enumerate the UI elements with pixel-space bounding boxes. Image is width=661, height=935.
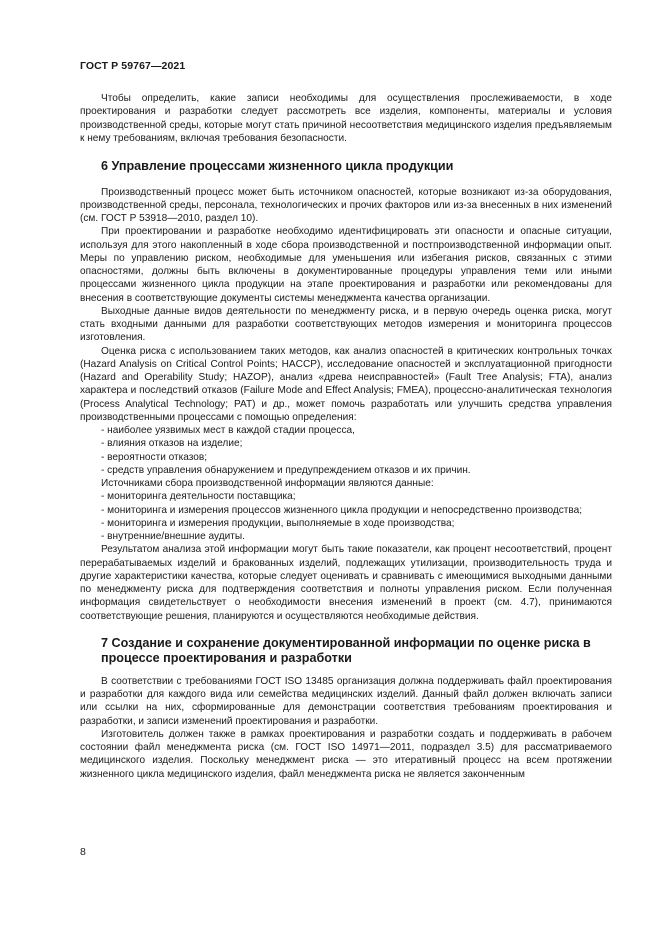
list-item: - мониторинга и измерения продукции, выполняемые в ходе производства; xyxy=(101,517,455,529)
section-7-heading: 7 Создание и сохранение документированной информации по оценке риска в процессе проектирования и разработки xyxy=(101,635,591,666)
list-item: - внутренние/внешние аудиты. xyxy=(101,531,245,542)
section-7-paragraph-2: Изготовитель должен также в рамках проектирования и разработки создать и поддерживать в рабочем состоянии файл менеджмента риска (см. ГОСТ ISO 14971—2011, подраздел 3.5) для рассматриваемого медицинского изделия. Поскольку менеджмент риска — это итеративный процесс на всем протяжении жизненного цикла медицинского изделия, файл менеджмента риска не является законченным xyxy=(80,728,612,780)
section-6-paragraph-1: Производственный процесс может быть источником опасностей, которые возникают из-за оборудования, производственной среды, персонала, технологических и прочих факторов или из-за внесенных в них изменений (см. ГОСТ Р 53918—2010, раздел 10). xyxy=(80,186,612,224)
section-6-paragraph-4: Оценка риска с использованием таких методов, как анализ опасностей в критических контрольных точках (Hazard Analysis on Critical Control Points; HACCP), исследование опасностей и эксплуатационной пригодности (Hazard and Operability Study; HAZOP), анализ «древа неисправностей» (Fault Tree Analysis; FTA), анализ характера и последствий отказов (Failure Mode and Effect Analysis; FMEA), процессно-аналитическая технология (Process Analytical Technology; PAT) и др., может помочь разработать или улучшить средства управления производственными процессами с помощью определения: xyxy=(80,345,612,423)
list-item: - мониторинга и измерения процессов жизненного цикла продукции и непосредственно производства; xyxy=(101,504,583,516)
list-item: - наиболее уязвимых мест в каждой стадии процесса, xyxy=(101,425,355,436)
list-item: - влияния отказов на изделие; xyxy=(101,438,243,450)
section-6-heading: 6 Управление процессами жизненного цикла продукции xyxy=(101,159,454,173)
document-body xyxy=(80,92,612,781)
list-item: - мониторинга деятельности поставщика; xyxy=(101,491,296,503)
page-number: 8 xyxy=(80,846,86,858)
document-header: ГОСТ Р 59767—2021 xyxy=(80,60,186,72)
intro-paragraph: Чтобы определить, какие записи необходимы для осуществления прослеживаемости, в ходе проектирования и разработки следует рассмотреть все изделия, компоненты, материалы и условия производственной среды, которые могут стать причиной несоответствия медицинского изделия предъявляемым к нему требованиям, включая требования безопасности. xyxy=(80,93,612,144)
section-6-paragraph-3: Выходные данные видов деятельности по менеджменту риска, и в первую очередь оценка риска, могут стать входными данными для разработки соответствующих методов измерения и мониторинга процессов изготовления. xyxy=(80,305,612,344)
section-6-paragraph-2: При проектировании и разработке необходимо идентифицировать эти опасности и опасные ситуации, используя для этого накопленный в ходе сбора производственной и постпроизводственной информации опыт. Меры по управлению риском, необходимые для уменьшения или избегания рисков, связанных с этими опасностями, должны быть включены в документированные процедуры управления теми или иными процессами жизненного цикла продукции на этапе проектирования и разработки или рекомендованы для внесения в соответствующие документы системы менеджмента качества организации. xyxy=(80,226,612,304)
section-6-paragraph-6: Результатом анализа этой информации могут быть такие показатели, как процент несоответствий, процент перерабатываемых изделий и бракованных изделий, подлежащих утилизации, производительность труда и другие характеристики качества, которые следует оценивать и сравнивать с имеющимися выходными данными по менеджменту риска для подтверждения соответствия и полноты управления риском. Если полученная информация свидетельствует о необходимости внесения изменений в проект (см. 4.7), принимаются соответствующие решения, планируются и осуществляются необходимые действия. xyxy=(80,544,612,622)
list-item: - средств управления обнаружением и предупреждением отказов и их причин. xyxy=(101,464,471,476)
list-item: - вероятности отказов; xyxy=(101,451,208,463)
section-6-paragraph-5: Источниками сбора производственной информации являются данные: xyxy=(101,478,434,489)
section-7-paragraph-1: В соответствии с требованиями ГОСТ ISO 13485 организация должна поддерживать файл проектирования и разработки для каждого вида или семейства медицинских изделий. Данный файл должен включать записи или ссылки на них, сформированные для демонстрации соответствия требованиям проектирования и разработки, и записи изменений проектирования и разработки. xyxy=(80,675,612,727)
